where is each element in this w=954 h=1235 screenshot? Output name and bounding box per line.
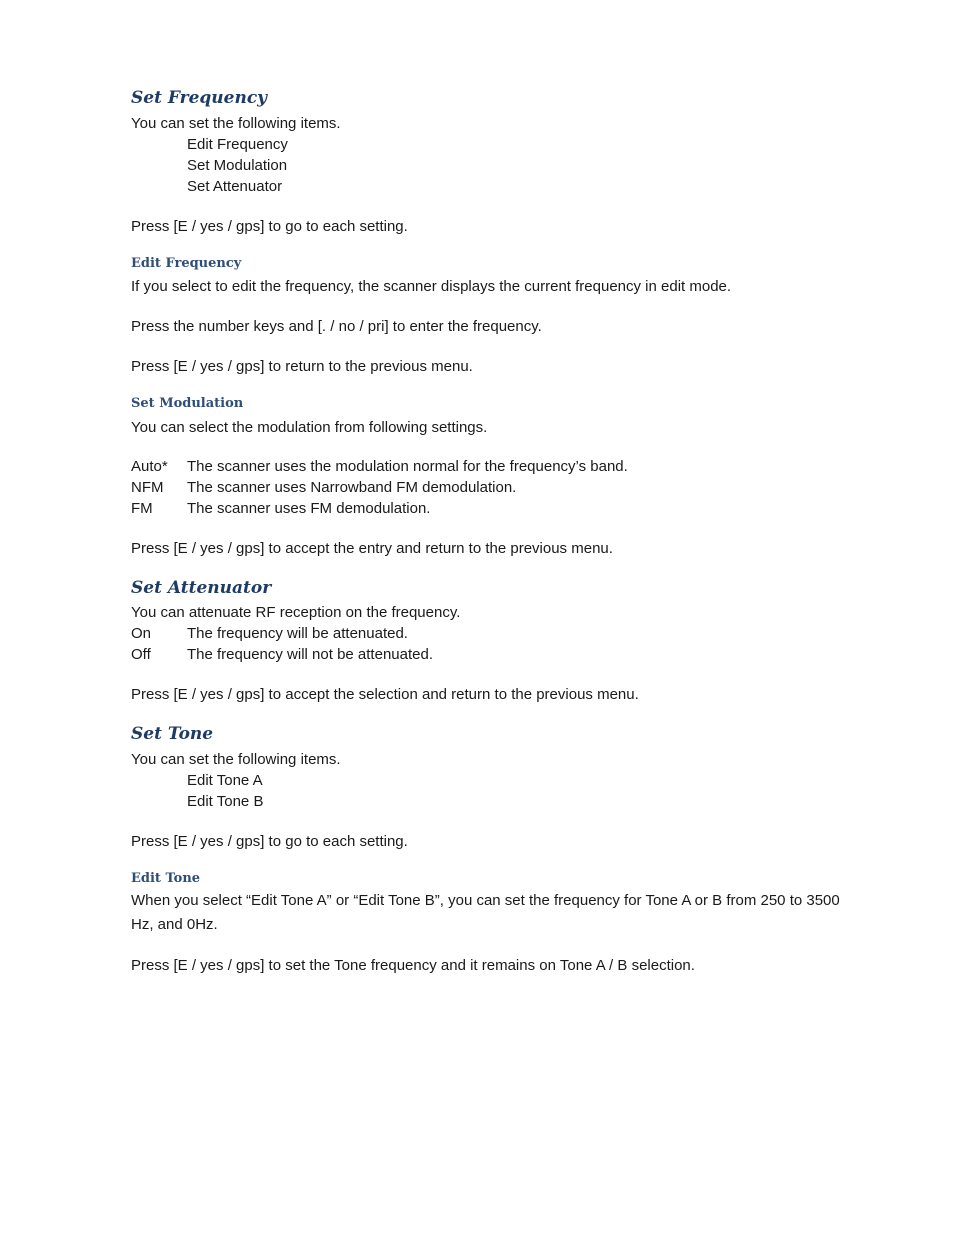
attenuator-option-term: On [131,625,152,642]
set-attenuator-intro: You can attenuate RF reception on the frequency. [131,604,461,621]
edit-frequency-paragraph: If you select to edit the frequency, the scanner displays the current frequency in edit mode. [131,278,732,295]
set-frequency-press: Press [E / yes / gps] to go to each setting. [131,218,408,235]
modulation-option-term: NFM [131,479,164,496]
set-frequency-item: Edit Frequency [187,136,288,153]
set-tone-item: Edit Tone A [187,772,263,789]
set-frequency-intro: You can set the following items. [131,115,341,132]
modulation-option-term: Auto* [131,458,168,475]
edit-tone-press: Press [E / yes / gps] to set the Tone frequency and it remains on Tone A / B selection. [131,957,695,974]
set-frequency-item: Set Modulation [187,157,288,174]
edit-tone-heading: Edit Tone [131,871,201,886]
attenuator-option-desc: The frequency will be attenuated. [187,625,408,642]
set-frequency-heading: Set Frequency [131,88,268,108]
attenuator-option-desc: The frequency will not be attenuated. [187,646,433,663]
set-modulation-intro: You can select the modulation from following settings. [131,419,488,436]
set-tone-item: Edit Tone B [187,793,264,810]
modulation-option-desc: The scanner uses FM demodulation. [187,500,431,517]
set-tone-intro: You can set the following items. [131,751,341,768]
set-modulation-heading: Set Modulation [131,396,244,411]
set-tone-heading: Set Tone [131,724,214,744]
edit-frequency-heading: Edit Frequency [131,256,242,271]
set-frequency-item: Set Attenuator [187,178,283,195]
edit-tone-paragraph: When you select “Edit Tone A” or “Edit Tone B”, you can set the frequency for Tone A or B from 250 to 3500 Hz, and 0Hz. [131,892,840,933]
set-modulation-press: Press [E / yes / gps] to accept the entry and return to the previous menu. [131,540,613,557]
set-attenuator-press: Press [E / yes / gps] to accept the selection and return to the previous menu. [131,686,639,703]
edit-frequency-paragraph: Press [E / yes / gps] to return to the previous menu. [131,358,473,375]
modulation-option-desc: The scanner uses Narrowband FM demodulation. [187,479,517,496]
modulation-option-desc: The scanner uses the modulation normal for the frequency’s band. [187,458,628,475]
attenuator-option-term: Off [131,646,151,663]
set-attenuator-heading: Set Attenuator [131,578,272,598]
edit-frequency-paragraph: Press the number keys and [. / no / pri] to enter the frequency. [131,318,542,335]
set-tone-press: Press [E / yes / gps] to go to each setting. [131,833,408,850]
modulation-option-term: FM [131,500,153,517]
